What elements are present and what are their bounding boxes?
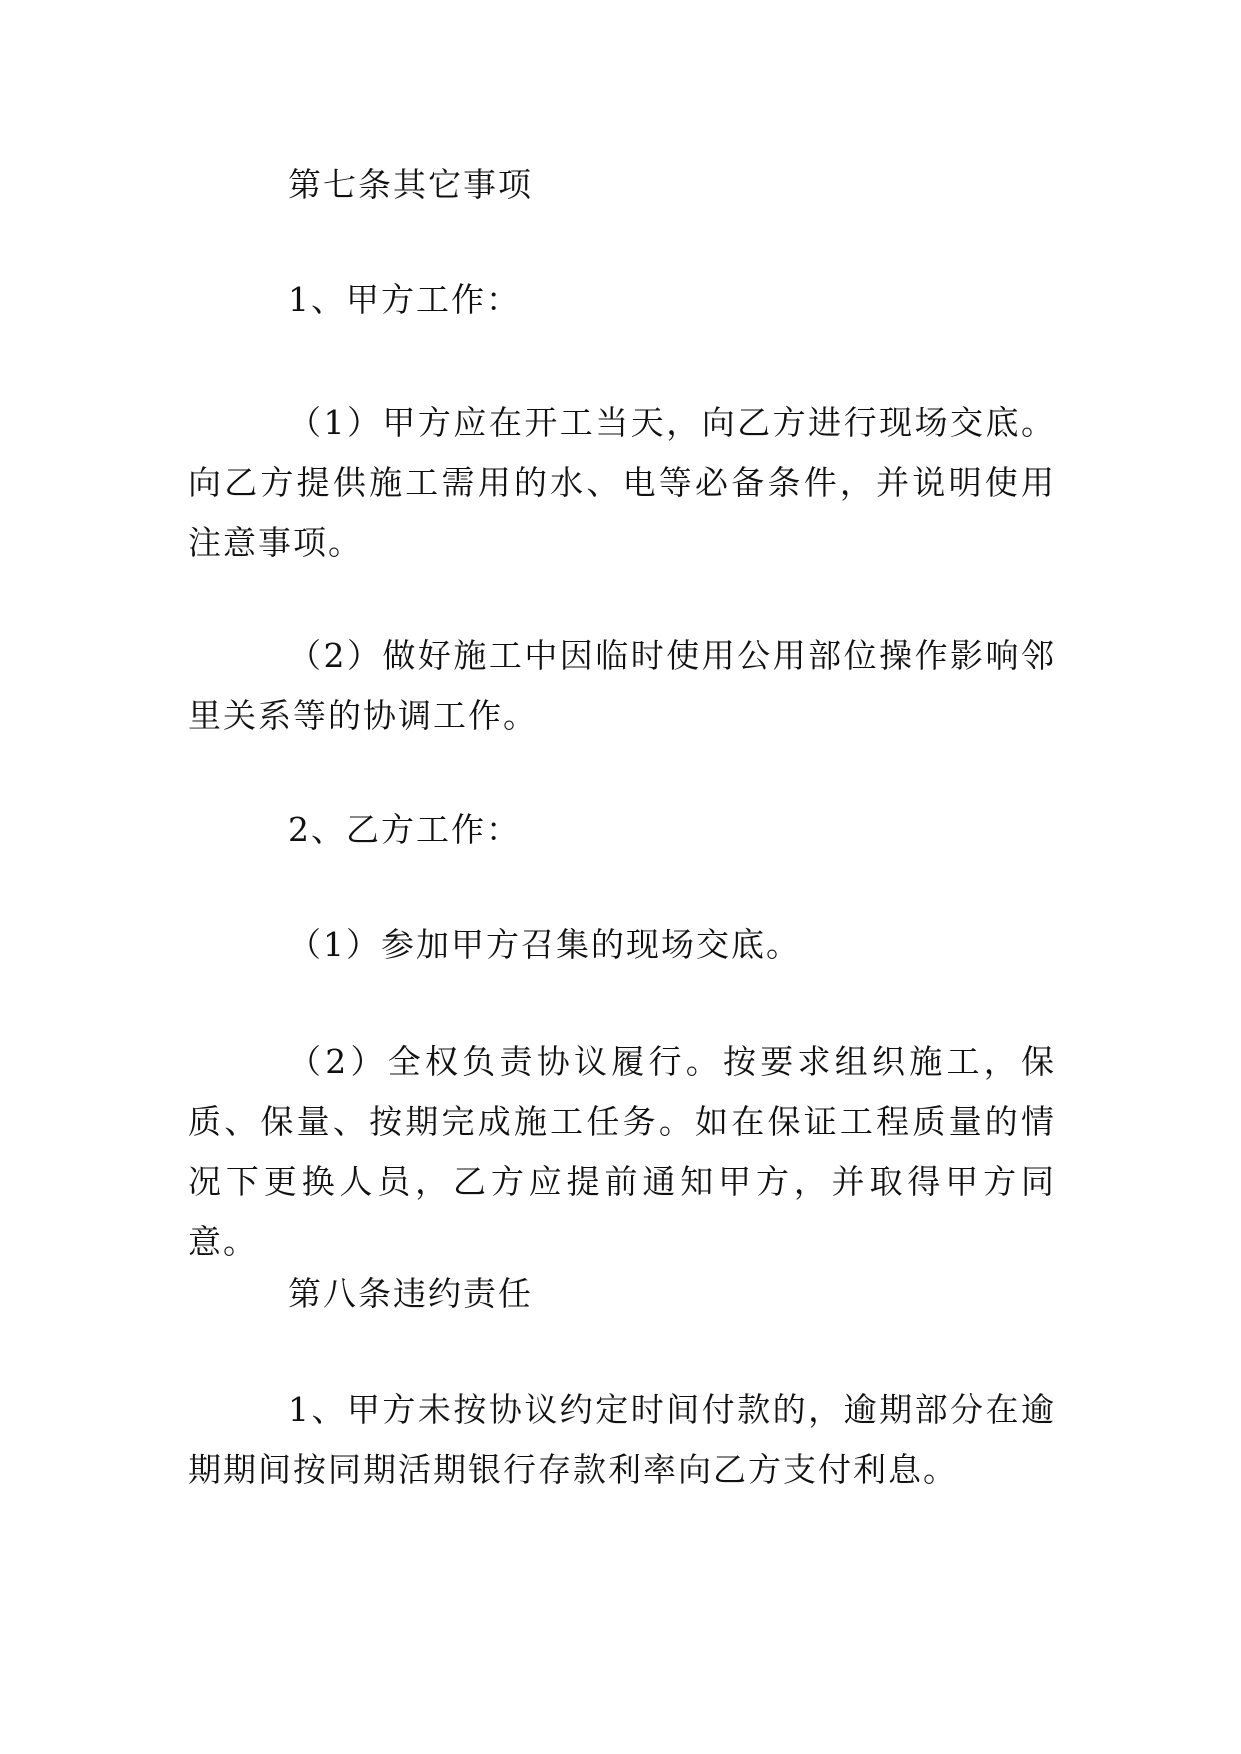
- section-heading-article-7: 第七条其它事项: [288, 165, 533, 204]
- paragraph-party-b-item-2: （2）全权负责协议履行。按要求组织施工，保质、保量、按期完成施工任务。如在保证工程质量的情况下更换人员，乙方应提前通知甲方，并取得甲方同意。: [188, 1042, 1056, 1261]
- subheading-party-a-work: 1、甲方工作：: [288, 280, 521, 319]
- subheading-party-b-work: 2、乙方工作：: [288, 810, 521, 849]
- section-heading-article-8: 第八条违约责任: [288, 1274, 533, 1313]
- paragraph-breach-item-1: 1、甲方未按协议约定时间付款的，逾期部分在逾期期间按同期活期银行存款利率向乙方支付利息。: [188, 1390, 1056, 1489]
- paragraph-party-a-item-1: （1）甲方应在开工当天，向乙方进行现场交底。向乙方提供施工需用的水、电等必备条件，并说明使用注意事项。: [188, 403, 1056, 562]
- paragraph-party-a-item-2: （2）做好施工中因临时使用公用部位操作影响邻里关系等的协调工作。: [188, 636, 1056, 735]
- paragraph-party-b-item-1: （1）参加甲方召集的现场交底。: [288, 925, 801, 964]
